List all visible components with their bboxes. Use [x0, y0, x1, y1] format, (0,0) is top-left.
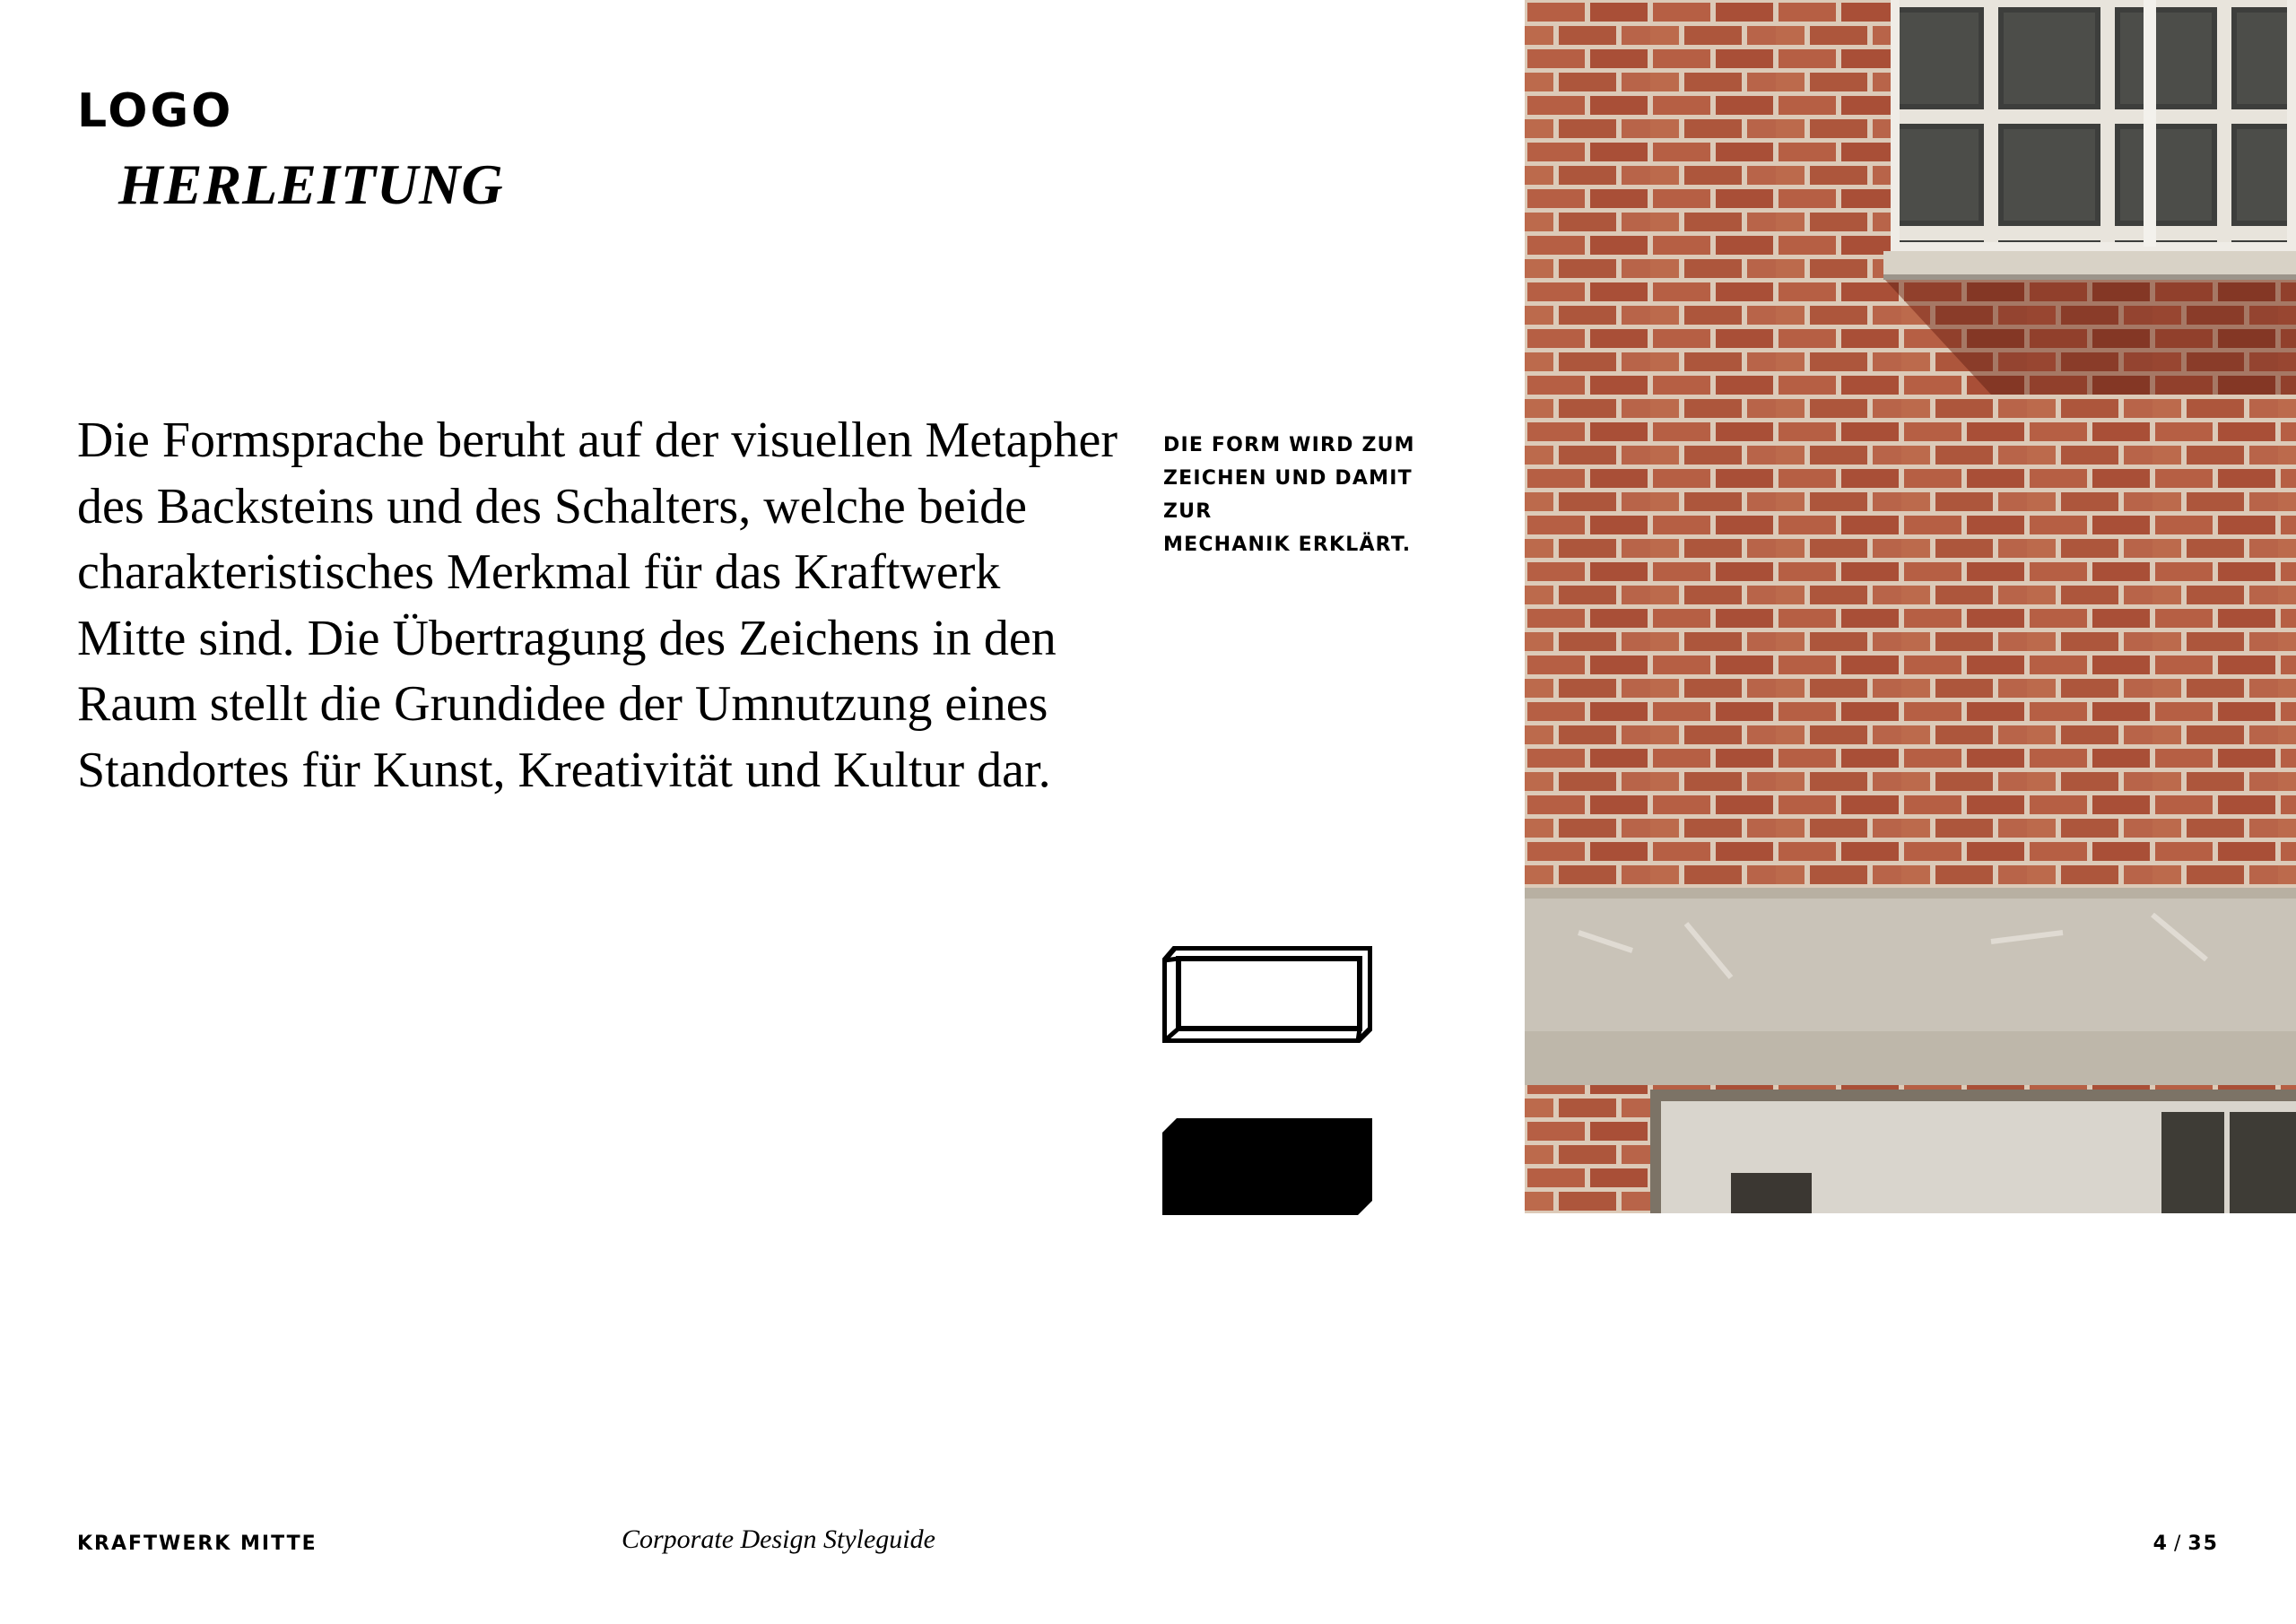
brick-filled-icon	[1162, 1118, 1372, 1215]
page-title: LOGO	[77, 84, 234, 138]
page-total: 35	[2187, 1533, 2219, 1555]
footer-brand: KRAFTWERK MITTE	[77, 1533, 317, 1555]
brick-outline-icon	[1162, 946, 1372, 1043]
brick-wall-photo	[1525, 0, 2296, 1213]
footer-document-title: Corporate Design Styleguide	[622, 1524, 935, 1554]
page-number	[2153, 1531, 2219, 1558]
page-subtitle: HERLEITUNG	[118, 152, 504, 216]
page-current: 4	[2152, 1533, 2169, 1555]
side-note: DIE FORM WIRD ZUM ZEICHEN UND DAMIT ZUR MECHANIK ERKLÄRT.	[1163, 434, 1415, 556]
page-separator: /	[2173, 1533, 2183, 1555]
body-paragraph: Die Formsprache beruht auf der visuellen Metapher des Backsteins und des Schalters, welche beide charakteristisches Merkmal für das Kraftwerk Mitte sind. Die Übertragung des Zeichens in den Raum stellt die Grundidee der Umnutzung eines Standortes für Kunst, Kreativität und Kultur dar.	[77, 413, 1118, 798]
